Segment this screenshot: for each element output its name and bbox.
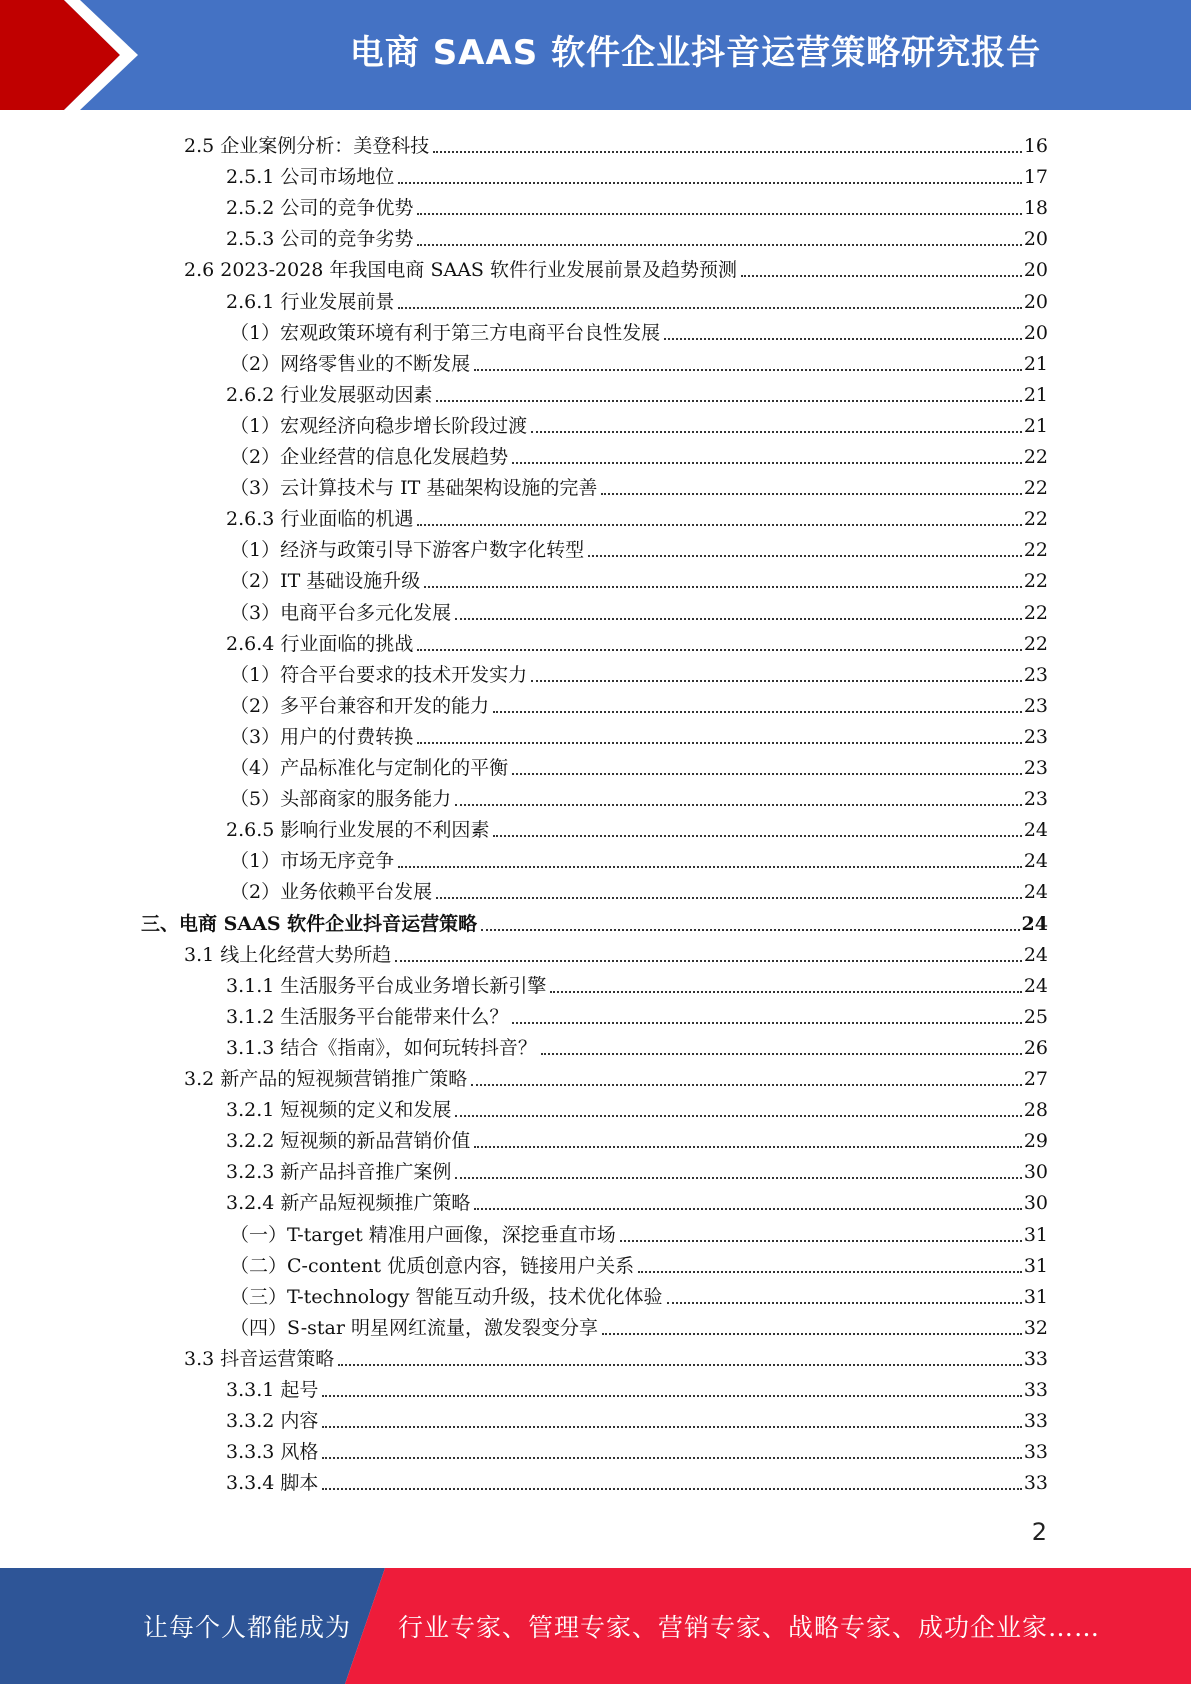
toc-entry-label: 3.1.2 生活服务平台能带来什么？ <box>226 1005 509 1028</box>
toc-entry[interactable] <box>226 1122 1048 1153</box>
toc-entry-label: 2.5.3 公司的竞争劣势 <box>226 228 414 251</box>
toc-entry-label: 3.3.1 起号 <box>226 1379 319 1401</box>
toc-entry-label: （2）多平台兼容和开发的能力 <box>230 694 490 717</box>
toc-leader-dots <box>512 462 1022 464</box>
toc-entry-page: 26 <box>1023 1036 1048 1059</box>
toc-leader-dots <box>322 1426 1021 1428</box>
toc-entry-page: 33 <box>1023 1410 1048 1433</box>
toc-entry-label: （3）电商平台多元化发展 <box>230 601 452 624</box>
toc-leader-dots <box>512 1022 1021 1024</box>
toc-entry-page: 23 <box>1023 757 1048 779</box>
toc-leader-dots <box>455 1115 1021 1117</box>
toc-leader-dots <box>398 307 1021 309</box>
toc-entry-label: （3）云计算技术与 IT 基础架构设施的完善 <box>230 477 598 500</box>
toc-entry[interactable] <box>226 811 1048 842</box>
toc-entry[interactable] <box>230 531 1048 562</box>
toc-entry[interactable] <box>230 1216 1048 1247</box>
toc-entry-page: 22 <box>1023 601 1048 624</box>
toc-entry-label: 3.1.1 生活服务平台成业务增长新引擎 <box>226 974 547 997</box>
toc-entry-label: 3.2.2 短视频的新品营销价值 <box>226 1130 471 1153</box>
toc-entry-page: 25 <box>1023 1005 1048 1028</box>
toc-leader-dots <box>474 1208 1021 1210</box>
toc-leader-dots <box>474 369 1022 371</box>
toc-leader-dots <box>322 1457 1021 1459</box>
toc-entry-page: 22 <box>1023 446 1048 468</box>
toc-leader-dots <box>398 866 1022 868</box>
toc-entry-label: 2.6 2023-2028 年我国电商 SAAS 软件行业发展前景及趋势预测 <box>184 259 737 282</box>
toc-leader-dots <box>417 213 1021 215</box>
toc-entry-page: 27 <box>1023 1068 1048 1090</box>
report-title: 电商 SAAS 软件企业抖音运营策略研究报告 <box>349 33 1042 73</box>
toc-entry-label: （1）市场无序竞争 <box>230 850 395 873</box>
toc-entry-page: 24 <box>1023 819 1048 842</box>
toc-entry-label: 2.6.4 行业面临的挑战 <box>226 632 414 655</box>
toc-leader-dots <box>395 960 1022 962</box>
toc-entry-page: 31 <box>1023 1285 1048 1308</box>
toc-entry-label: 2.6.2 行业发展驱动因素 <box>226 383 433 406</box>
toc-entry[interactable] <box>226 625 1048 656</box>
toc-leader-dots <box>667 1302 1022 1304</box>
toc-leader-dots <box>474 1146 1021 1148</box>
toc-entry[interactable] <box>226 158 1048 189</box>
toc-entry[interactable] <box>184 1060 1048 1091</box>
toc-leader-dots <box>417 742 1022 744</box>
toc-entry[interactable] <box>230 749 1048 780</box>
toc-entry-page: 33 <box>1023 1441 1048 1464</box>
page-number: 2 <box>1031 1518 1047 1546</box>
toc-entry-label: （四）S-star 明星网红流量，激发裂变分享 <box>230 1316 598 1339</box>
toc-entry-label: 3.2.1 短视频的定义和发展 <box>226 1099 452 1122</box>
toc-entry[interactable] <box>226 220 1048 251</box>
toc-entry[interactable] <box>230 780 1048 811</box>
toc-entry-label: （2）业务依赖平台发展 <box>230 881 433 904</box>
toc-leader-dots <box>417 524 1021 526</box>
toc-entry-page: 20 <box>1023 228 1048 251</box>
toc-entry-label: 3.3.3 风格 <box>226 1441 319 1464</box>
toc-entry-label: 2.5.1 公司市场地位 <box>226 166 395 189</box>
toc-entry-page: 22 <box>1023 632 1048 655</box>
toc-entry-page: 22 <box>1023 508 1048 531</box>
toc-entry-label: （2）网络零售业的不断发展 <box>230 352 471 375</box>
toc-entry-page: 23 <box>1023 694 1048 717</box>
toc-entry-page: 22 <box>1023 477 1048 500</box>
page-header <box>0 0 1191 110</box>
toc-entry-page: 17 <box>1023 166 1048 189</box>
toc-leader-dots <box>531 431 1022 433</box>
toc-entry-page: 20 <box>1023 290 1048 313</box>
toc-entry-page: 24 <box>1021 912 1048 935</box>
toc-entry-label: 3.2.3 新产品抖音推广案例 <box>226 1161 452 1184</box>
toc-entry-label: 2.5 企业案例分析：美登科技 <box>184 135 430 157</box>
toc-entry-label: 3.2 新产品的短视频营销推广策略 <box>184 1068 468 1090</box>
toc-entry-page: 22 <box>1023 539 1048 562</box>
toc-entry-page: 20 <box>1023 259 1048 282</box>
toc-leader-dots <box>471 1084 1022 1086</box>
toc-entry[interactable] <box>226 1433 1048 1464</box>
toc-entry-label: 3.3.2 内容 <box>226 1410 319 1433</box>
toc-entry-page: 30 <box>1023 1161 1048 1184</box>
toc-entry[interactable] <box>226 998 1048 1029</box>
toc-entry[interactable] <box>230 718 1048 749</box>
toc-entry[interactable] <box>230 438 1048 469</box>
toc-entry[interactable] <box>226 500 1048 531</box>
toc-entry[interactable] <box>230 314 1048 345</box>
toc-entry[interactable] <box>230 1247 1048 1278</box>
toc-leader-dots <box>493 835 1021 837</box>
toc-entry-label: 三、电商 SAAS 软件企业抖音运营策略 <box>141 912 478 935</box>
toc-leader-dots <box>455 1177 1021 1179</box>
toc-leader-dots <box>417 244 1021 246</box>
toc-leader-dots <box>455 618 1022 620</box>
toc-leader-dots <box>638 1271 1022 1273</box>
toc-entry-label: 2.6.5 影响行业发展的不利因素 <box>226 819 490 842</box>
toc-leader-dots <box>322 1488 1021 1490</box>
toc-entry-page: 18 <box>1023 197 1048 220</box>
red-chevron-decoration <box>0 0 160 110</box>
toc-entry-page: 29 <box>1023 1130 1048 1153</box>
toc-entry-label: 2.5.2 公司的竞争优势 <box>226 197 414 220</box>
toc-entry-page: 16 <box>1023 135 1048 157</box>
toc-leader-dots <box>417 649 1021 651</box>
toc-entry[interactable] <box>184 1340 1048 1371</box>
toc-entry-label: （1）宏观经济向稳步增长阶段过渡 <box>230 414 528 437</box>
toc-entry[interactable] <box>230 407 1048 438</box>
toc-leader-dots <box>741 275 1022 277</box>
toc-leader-dots <box>322 1395 1021 1397</box>
toc-entry-page: 24 <box>1023 974 1048 997</box>
toc-entry-label: （2）企业经营的信息化发展趋势 <box>230 446 509 468</box>
toc-entry[interactable] <box>226 1029 1048 1060</box>
toc-entry[interactable] <box>226 283 1048 314</box>
footer-slogan-left: 让每个人都能成为 <box>143 1613 352 1642</box>
toc-entry-label: 3.3.4 脚本 <box>226 1472 319 1495</box>
toc-entry[interactable] <box>230 842 1048 873</box>
toc-entry[interactable] <box>230 687 1048 718</box>
toc-entry-label: （二）C-content 优质创意内容，链接用户关系 <box>230 1254 635 1277</box>
toc-entry[interactable] <box>226 1153 1048 1184</box>
toc-leader-dots <box>588 555 1022 557</box>
toc-entry-label: （1）经济与政策引导下游客户数字化转型 <box>230 539 585 562</box>
toc-entry-page: 20 <box>1023 321 1048 344</box>
toc-leader-dots <box>550 991 1021 993</box>
toc-leader-dots <box>436 400 1021 402</box>
page-footer <box>0 1568 1191 1684</box>
toc-leader-dots <box>424 586 1022 588</box>
toc-entry-page: 23 <box>1023 663 1048 686</box>
toc-entry-label: 2.6.3 行业面临的机遇 <box>226 508 414 531</box>
toc-entry[interactable] <box>226 376 1048 407</box>
toc-entry-label: （一）T-target 精准用户画像，深挖垂直市场 <box>230 1223 616 1246</box>
toc-entry[interactable] <box>226 1184 1048 1215</box>
toc-entry[interactable] <box>184 936 1048 967</box>
toc-leader-dots <box>601 493 1021 495</box>
toc-entry[interactable] <box>226 1402 1048 1433</box>
toc-entry-page: 24 <box>1023 881 1048 904</box>
toc-entry[interactable] <box>184 251 1048 282</box>
toc-entry-label: （3）用户的付费转换 <box>230 725 414 748</box>
toc-entry-page: 21 <box>1023 414 1048 437</box>
toc-entry[interactable] <box>230 1309 1048 1340</box>
toc-entry-label: （5）头部商家的服务能力 <box>230 788 452 811</box>
toc-entry-page: 28 <box>1023 1099 1048 1122</box>
toc-entry-page: 24 <box>1023 850 1048 873</box>
toc-entry-page: 23 <box>1023 788 1048 811</box>
toc-leader-dots <box>436 897 1022 899</box>
toc-entry-page: 22 <box>1023 570 1048 593</box>
toc-entry-label: （4）产品标准化与定制化的平衡 <box>230 757 509 779</box>
toc-entry-label: （2）IT 基础设施升级 <box>230 570 421 593</box>
toc-leader-dots <box>512 773 1022 775</box>
toc-leader-dots <box>541 1053 1022 1055</box>
toc-entry[interactable] <box>226 1464 1048 1495</box>
toc-entry[interactable] <box>230 656 1048 687</box>
toc-entry[interactable] <box>184 127 1048 158</box>
toc-entry-label: 3.3 抖音运营策略 <box>184 1347 335 1370</box>
toc-entry-page: 33 <box>1023 1379 1048 1401</box>
toc-entry[interactable] <box>226 189 1048 220</box>
toc-entry[interactable] <box>226 967 1048 998</box>
toc-entry[interactable] <box>230 345 1048 376</box>
toc-entry-label: 3.1.3 结合《指南》，如何玩转抖音？ <box>226 1036 537 1059</box>
toc-entry[interactable] <box>141 905 1048 936</box>
footer-slogan-right: 行业专家、管理专家、营销专家、战略专家、成功企业家…… <box>398 1613 1101 1642</box>
toc-entry[interactable] <box>230 562 1048 593</box>
toc-entry-page: 31 <box>1023 1223 1048 1246</box>
toc-entry[interactable] <box>230 873 1048 904</box>
toc-entry-label: （三）T-technology 智能互动升级，技术优化体验 <box>230 1285 663 1308</box>
toc-entry-page: 23 <box>1023 725 1048 748</box>
toc-entry-page: 24 <box>1023 943 1048 966</box>
toc-entry-label: 3.2.4 新产品短视频推广策略 <box>226 1192 471 1215</box>
toc-entry[interactable] <box>230 594 1048 625</box>
toc-leader-dots <box>398 182 1021 184</box>
toc-entry-page: 33 <box>1023 1472 1048 1495</box>
toc-entry-label: （1）宏观政策环境有利于第三方电商平台良性发展 <box>230 321 661 344</box>
toc-leader-dots <box>338 1364 1022 1366</box>
toc-entry-page: 32 <box>1023 1316 1048 1339</box>
toc-entry[interactable] <box>230 469 1048 500</box>
toc-entry-page: 21 <box>1023 383 1048 406</box>
toc-leader-dots <box>433 151 1022 153</box>
toc-leader-dots <box>620 1240 1022 1242</box>
toc-entry-label: 2.6.1 行业发展前景 <box>226 290 395 313</box>
toc-entry-page: 33 <box>1023 1347 1048 1370</box>
toc-entry-label: （1）符合平台要求的技术开发实力 <box>230 663 528 686</box>
toc-leader-dots <box>493 711 1022 713</box>
toc-leader-dots <box>455 804 1022 806</box>
toc-entry-page: 31 <box>1023 1254 1048 1277</box>
toc-entry[interactable] <box>226 1371 1048 1402</box>
toc-leader-dots <box>602 1333 1022 1335</box>
toc-entry[interactable] <box>230 1278 1048 1309</box>
toc-entry[interactable] <box>226 1091 1048 1122</box>
toc-leader-dots <box>531 680 1022 682</box>
toc-entry-page: 21 <box>1023 352 1048 375</box>
toc-entry-label: 3.1 线上化经营大势所趋 <box>184 943 392 966</box>
toc-leader-dots <box>481 929 1019 931</box>
toc-entry-page: 30 <box>1023 1192 1048 1215</box>
toc-leader-dots <box>664 338 1022 340</box>
